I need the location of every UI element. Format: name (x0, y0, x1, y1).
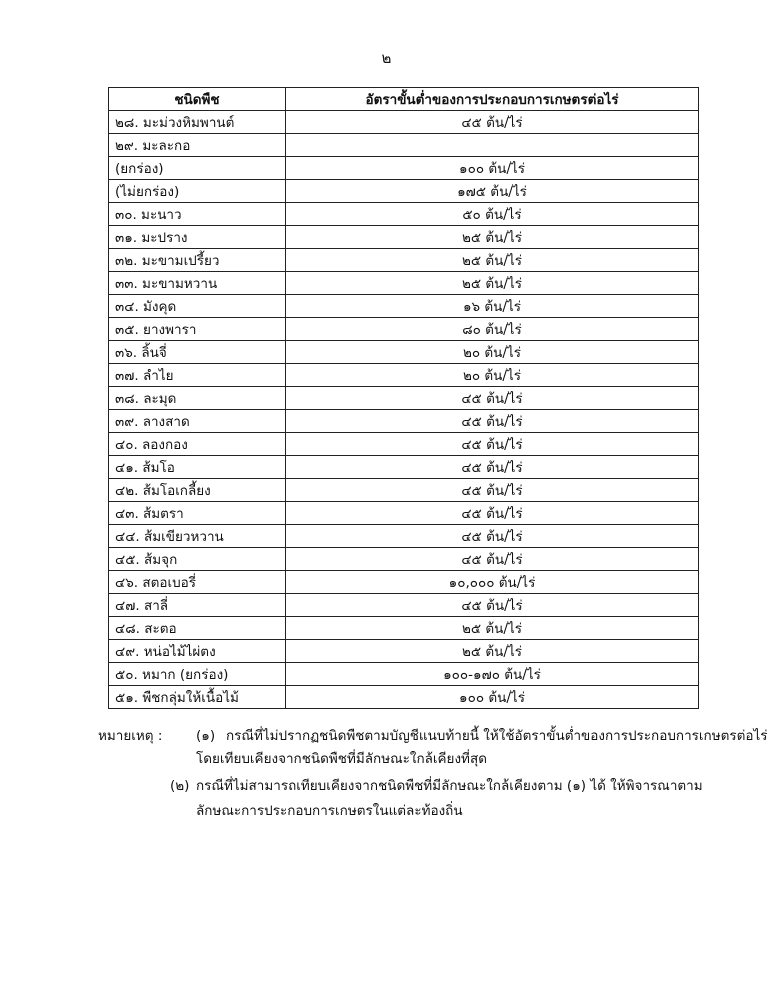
rate-cell: ๑๖ ต้น/ไร่ (286, 295, 699, 318)
rate-cell: ๔๕ ต้น/ไร่ (286, 111, 699, 134)
crop-name-cell: ๔๖. สตอเบอรี่ (109, 571, 286, 594)
crop-name-cell: ๔๑. ส้มโอ (109, 456, 286, 479)
crop-name-cell: ๔๘. สะตอ (109, 617, 286, 640)
table-header-row (109, 88, 699, 111)
table-row (109, 134, 699, 157)
table-row (109, 456, 699, 479)
rate-cell: ๑๐,๐๐๐ ต้น/ไร่ (286, 571, 699, 594)
crop-name-cell: ๓๐. มะนาว (109, 203, 286, 226)
table-row (109, 180, 699, 203)
table-row (109, 502, 699, 525)
crop-name-cell: ๓๒. มะขามเปรี้ยว (109, 249, 286, 272)
crop-name-cell: ๓๗. ลำไย (109, 364, 286, 387)
table-row (109, 295, 699, 318)
rate-cell: ๔๕ ต้น/ไร่ (286, 548, 699, 571)
remark-1-number: (๑) (196, 728, 216, 744)
crop-name-cell: (ยกร่อง) (109, 157, 286, 180)
table-row (109, 479, 699, 502)
remark-1-line-1: กรณีที่ไม่ปรากฏชนิดพืชตามบัญชีแนบท้ายนี้ ให้ใช้อัตราขั้นต่ำของการประกอบการเกษตรต่อไร่ (226, 728, 768, 744)
table-row (109, 594, 699, 617)
table-row (109, 203, 699, 226)
remark-2-line-2: ลักษณะการประกอบการเกษตรในแต่ละท้องถิ่น (196, 803, 463, 819)
rate-cell: ๔๕ ต้น/ไร่ (286, 387, 699, 410)
table-row (109, 318, 699, 341)
table-row (109, 249, 699, 272)
crop-name-cell: ๔๐. ลองกอง (109, 433, 286, 456)
rate-cell: ๑๐๐ ต้น/ไร่ (286, 157, 699, 180)
header-crop: ชนิดพืช (109, 88, 286, 111)
rate-cell: ๑๗๕ ต้น/ไร่ (286, 180, 699, 203)
remark-2-number: (๒) (170, 778, 190, 794)
crop-name-cell: ๓๙. ลางสาด (109, 410, 286, 433)
crop-name-cell: ๓๔. มังคุด (109, 295, 286, 318)
rate-cell: ๑๐๐ ต้น/ไร่ (286, 686, 699, 709)
rate-cell: ๔๕ ต้น/ไร่ (286, 594, 699, 617)
rate-cell (286, 134, 699, 157)
crop-name-cell: ๔๓. ส้มตรา (109, 502, 286, 525)
rate-cell: ๒๕ ต้น/ไร่ (286, 640, 699, 663)
rate-cell: ๔๕ ต้น/ไร่ (286, 433, 699, 456)
crop-name-cell: ๕๐. หมาก (ยกร่อง) (109, 663, 286, 686)
remarks-label: หมายเหตุ : (98, 728, 163, 744)
crop-name-cell: ๓๘. ละมุด (109, 387, 286, 410)
crop-name-cell: ๕๑. พืชกลุ่มให้เนื้อไม้ (109, 686, 286, 709)
rate-cell: ๔๕ ต้น/ไร่ (286, 479, 699, 502)
rate-cell: ๒๐ ต้น/ไร่ (286, 364, 699, 387)
rate-cell: ๒๕ ต้น/ไร่ (286, 249, 699, 272)
page-number: ๒ (381, 49, 392, 67)
table-row (109, 686, 699, 709)
crop-name-cell: ๔๒. ส้มโอเกลี้ยง (109, 479, 286, 502)
table-row (109, 548, 699, 571)
crop-name-cell: (ไม่ยกร่อง) (109, 180, 286, 203)
rate-cell: ๒๕ ต้น/ไร่ (286, 226, 699, 249)
table-row (109, 571, 699, 594)
table-row (109, 226, 699, 249)
table-row (109, 341, 699, 364)
crop-name-cell: ๔๗. สาลี่ (109, 594, 286, 617)
rate-cell: ๔๕ ต้น/ไร่ (286, 410, 699, 433)
table-row (109, 663, 699, 686)
rate-cell: ๔๕ ต้น/ไร่ (286, 456, 699, 479)
header-rate: อัตราขั้นต่ำของการประกอบการเกษตรต่อไร่ (286, 88, 699, 111)
table-row (109, 433, 699, 456)
remark-1-line-2: โดยเทียบเคียงจากชนิดพืชที่มีลักษณะใกล้เคียงที่สุด (196, 751, 487, 767)
crop-name-cell: ๔๕. ส้มจุก (109, 548, 286, 571)
remark-2-line-1: กรณีที่ไม่สามารถเทียบเคียงจากชนิดพืชที่มีลักษณะใกล้เคียงตาม (๑) ได้ ให้พิจารณาตาม (196, 778, 703, 794)
crop-name-cell: ๓๖. ลิ้นจี่ (109, 341, 286, 364)
table-row (109, 525, 699, 548)
table-row (109, 640, 699, 663)
crop-name-cell: ๓๓. มะขามหวาน (109, 272, 286, 295)
rate-cell: ๘๐ ต้น/ไร่ (286, 318, 699, 341)
rate-cell: ๕๐ ต้น/ไร่ (286, 203, 699, 226)
crop-name-cell: ๔๔. ส้มเขียวหวาน (109, 525, 286, 548)
table-row (109, 157, 699, 180)
crop-name-cell: ๒๙. มะละกอ (109, 134, 286, 157)
crop-name-cell: ๒๘. มะม่วงหิมพานต์ (109, 111, 286, 134)
table-row (109, 410, 699, 433)
rate-cell: ๒๕ ต้น/ไร่ (286, 272, 699, 295)
table-row (109, 272, 699, 295)
rate-cell: ๒๐ ต้น/ไร่ (286, 341, 699, 364)
rate-cell: ๑๐๐-๑๗๐ ต้น/ไร่ (286, 663, 699, 686)
table-row (109, 617, 699, 640)
crop-rate-table (108, 87, 699, 709)
crop-name-cell: ๓๕. ยางพารา (109, 318, 286, 341)
table-row (109, 387, 699, 410)
rate-cell: ๔๕ ต้น/ไร่ (286, 502, 699, 525)
crop-name-cell: ๔๙. หน่อไม้ไผ่ตง (109, 640, 286, 663)
rate-cell: ๔๕ ต้น/ไร่ (286, 525, 699, 548)
table-row (109, 364, 699, 387)
table-row (109, 111, 699, 134)
table-body (109, 111, 699, 709)
crop-name-cell: ๓๑. มะปราง (109, 226, 286, 249)
rate-cell: ๒๕ ต้น/ไร่ (286, 617, 699, 640)
